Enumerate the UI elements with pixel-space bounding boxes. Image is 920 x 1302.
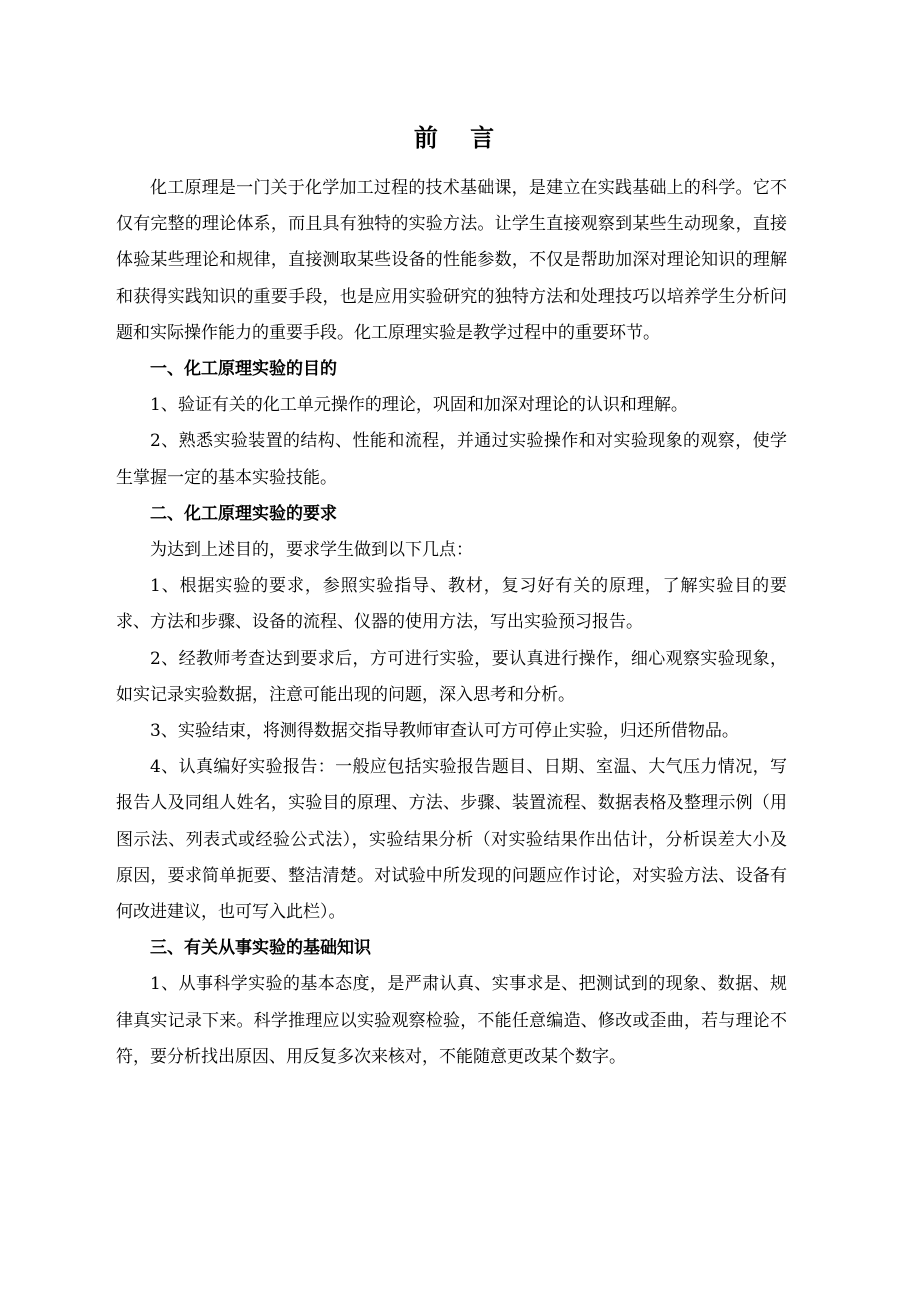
purpose-item-1: 1、验证有关的化工单元操作的理论，巩固和加深对理论的认识和理解。 [150,395,688,416]
section-heading-requirements: 二、化工原理实验的要求 [150,503,337,524]
basics-item-1: 1、从事科学实验的基本态度，是严肃认真、实事求是、把测试到的现象、数据、规律真实记录下来。科学推理应以实验观察检验，不能任意编造、修改或歪曲，若与理论不符，要分析找出原因、用反复多次来核对，不能随意更改某个数字。 [116,974,787,1067]
requirements-item-4: 4、认真编好实验报告：一般应包括实验报告题目、日期、室温、大气压力情况，写报告人及同组人姓名，实验目的原理、方法、步骤、装置流程、数据表格及整理示例（用图示法、列表式或经验公式法），实验结果分析（对实验结果作出估计，分析误差大小及原因，要求简单扼要、整洁清楚。对试验中所发现的问题应作讨论，对实验方法、设备有何改进建议，也可写入此栏）。 [116,757,787,923]
intro-paragraph: 化工原理是一门关于化学加工过程的技术基础课，是建立在实践基础上的科学。它不仅有完整的理论体系，而且具有独特的实验方法。让学生直接观察到某些生动现象，直接体验某些理论和规律，直接测取某些设备的性能参数，不仅是帮助加深对理论知识的理解和获得实践知识的重要手段，也是应用实验研究的独特方法和处理技巧以培养学生分析问题和实际操作能力的重要手段。化工原理实验是教学过程中的重要环节。 [116,178,787,343]
requirements-item-2: 2、经教师考查达到要求后，方可进行实验，要认真进行操作，细心观察实验现象，如实记录实验数据，注意可能出现的问题，深入思考和分析。 [116,648,787,705]
document-body [116,170,787,1075]
section-heading-purpose: 一、化工原理实验的目的 [150,359,337,380]
page-title: 前 言 [413,123,507,152]
section-heading-basics: 三、有关从事实验的基础知识 [150,938,371,959]
requirements-item-1: 1、根据实验的要求，参照实验指导、教材，复习好有关的原理，了解实验目的要求、方法和步骤、设备的流程、仪器的使用方法，写出实验预习报告。 [116,576,787,633]
purpose-item-2: 2、熟悉实验装置的结构、性能和流程，并通过实验操作和对实验现象的观察，使学生掌握一定的基本实验技能。 [116,431,787,488]
requirements-intro: 为达到上述目的，要求学生做到以下几点： [150,540,473,561]
requirements-item-3: 3、实验结束，将测得数据交指导教师审查认可方可停止实验，归还所借物品。 [150,721,739,742]
